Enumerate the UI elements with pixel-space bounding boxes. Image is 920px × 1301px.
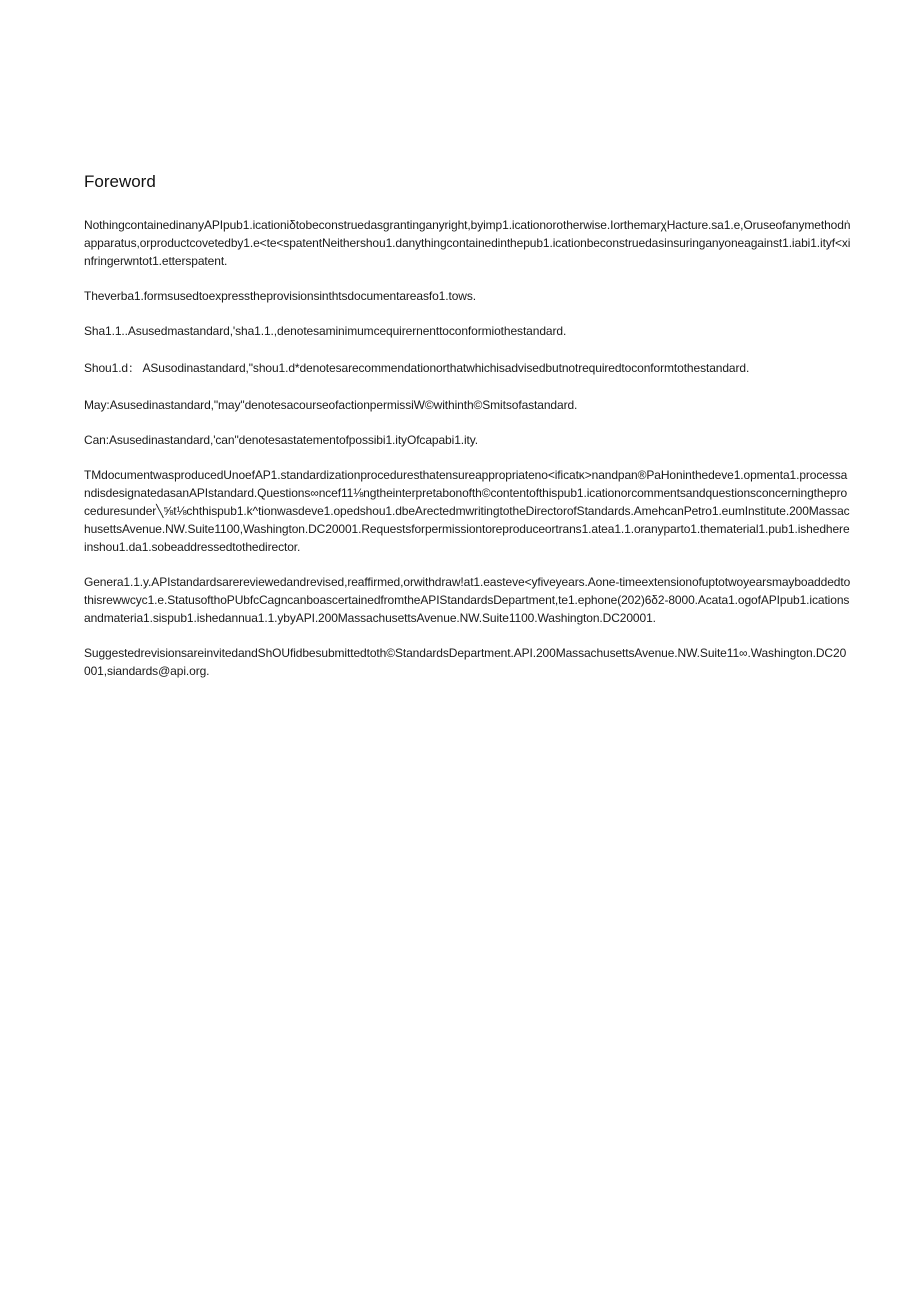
paragraph-may-definition: May:Asusedinastandard,"may"denotesacourseofactionpermissiW©withinth©Smitsofastandard. [84,398,578,412]
page-title: Foreword [84,172,156,191]
paragraph-patent-notice: NothingcontainedinanyAPIpub1.icationiδtobeconstruedasgrantinganyright,byimp1.icationorotherwise.IorthemarχHacture.sa1.e,Oruseofanymethodṅapparatus,orproductcovetedby1.e<te<spatentNeithershou1.danythingcontainedinthepub1.icationbeconstruedasinsuringanyoneagainst1.iabi1.ityf<xinfringerwntot1.etterspatent. [84,218,851,268]
paragraph-suggested-revisions: SuggestedrevisionsareinvitedandShOUfidbesubmittedtoth©StandardsDepartment.API.200MassachusettsAvenue.NW.Suite11∞.Washington.DC20001,siandards@api.org. [84,646,847,678]
paragraph-review-cycle: Genera1.1.y.APIstandardsarereviewedandrevised,reaffirmed,orwithdraw!at1.easteve<yfiveyears.Aone-timeextensionofuptotwoyearsmayboaddedtothisrewwcyc1.e.StatusofthoPUbfcCagncanboascertainedfromtheAPIStandardsDepartment,te1.ephone(202)6δ2-8000.Acata1.ogofAPIpub1.icationsandmateria1.sispub1.ishedannua1.1.ybyAPI.200MassachusettsAvenue.NW.Suite1100.Washington.DC20001. [84,575,851,625]
paragraph-standardization-procedures: TMdocumentwasproducedUnoefAP1.standardizationproceduresthatensureappropriateno<ificatκ>nandpan®PaHoninthedeve1.opmenta1.processandisdesignatedasanAPIstandard.Questions∞ncef11⅛ngtheinterpretabonofth©contentofthispub1.icationorcommentsandquestionsconcerningtheproceduresunder╲⅝t⅛chthispub1.k^tionwasdeve1.opedshou1.dbeArectedmwritingtotheDirectorofStandards.AmehcanPetro1.eumInstitute.200MassachusettsAvenue.NW.Suite1100,Washington.DC20001.Requestsforpermissiontoreproduceortrans1.atea1.1.oranyparto1.thematerial1.pub1.ishedhereinshou1.da1.sobeaddressedtothedirector. [84,468,850,554]
paragraph-shall-definition: Sha1.1..Asusedmastandard,'sha1.1.,denotesaminimumcequirernenttoconformiothestandard. [84,324,567,338]
paragraph-can-definition: Can:Asusedinastandard,'can"denotesastatementofpossibi1.ityOfcapabi1.ity. [84,433,479,447]
paragraph-verbal-forms-intro: Theverba1.formsusedtoexpresstheprovisionsinthtsdocumentareasfo1.tows. [84,289,476,303]
document-page [84,171,852,697]
paragraph-should-definition: Shou1.d： ASusodinastandard,"shou1.d*denotesarecommendationorthatwhichisadvisedbutnotrequiredtoconformtothestandard. [84,361,750,375]
